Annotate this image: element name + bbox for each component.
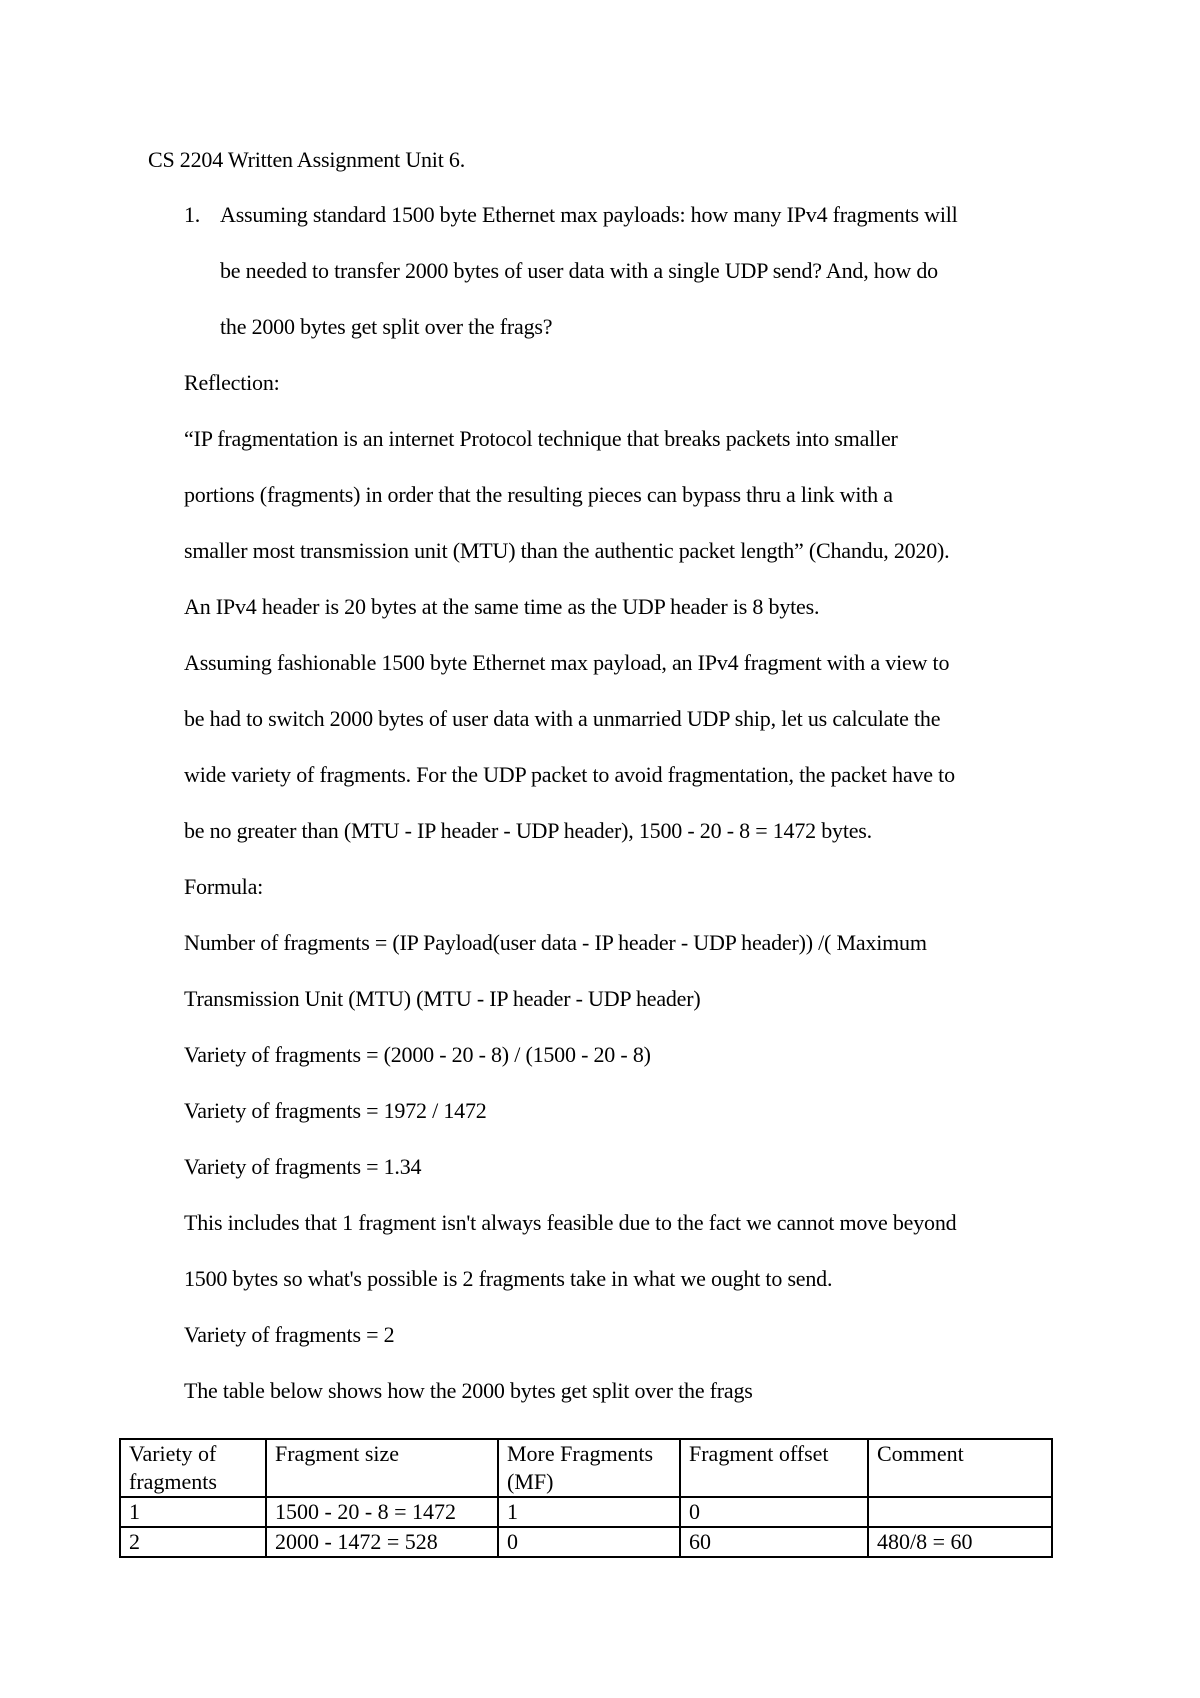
table-header-cell: More Fragments (MF) (498, 1439, 680, 1497)
section-heading-formula: Formula: (184, 874, 264, 899)
table-header-cell: Comment (868, 1439, 1052, 1497)
table-header-cell: Variety of fragments (120, 1439, 266, 1497)
table-cell: 60 (680, 1527, 868, 1557)
table-row (120, 1527, 1052, 1557)
table-cell: 1500 - 20 - 8 = 1472 (266, 1497, 498, 1527)
body-line: 1500 bytes so what's possible is 2 fragments take in what we ought to send. (184, 1266, 833, 1291)
table-cell: 1 (120, 1497, 266, 1527)
body-line: An IPv4 header is 20 bytes at the same time as the UDP header is 8 bytes. (184, 594, 820, 619)
table-header-cell: Fragment size (266, 1439, 498, 1497)
body-line: wide variety of fragments. For the UDP packet to avoid fragmentation, the packet have to (184, 762, 955, 787)
calculation-line: Variety of fragments = 1972 / 1472 (184, 1098, 487, 1123)
question-number: 1. (184, 202, 201, 227)
calculation-line: Variety of fragments = 2 (184, 1322, 395, 1347)
question-line: the 2000 bytes get split over the frags? (220, 314, 553, 339)
table-cell: 0 (680, 1497, 868, 1527)
calculation-line: Variety of fragments = (2000 - 20 - 8) / (1500 - 20 - 8) (184, 1042, 651, 1067)
section-heading-reflection: Reflection: (184, 370, 280, 395)
body-line: be had to switch 2000 bytes of user data with a unmarried UDP ship, let us calculate the (184, 706, 941, 731)
table-cell: 1 (498, 1497, 680, 1527)
calculation-line: Variety of fragments = 1.34 (184, 1154, 422, 1179)
body-line: smaller most transmission unit (MTU) than the authentic packet length” (Chandu, 2020). (184, 538, 950, 563)
formula-line: Number of fragments = (IP Payload(user data - IP header - UDP header)) /( Maximum (184, 930, 927, 955)
body-line: “IP fragmentation is an internet Protocol technique that breaks packets into smaller (184, 426, 898, 451)
body-line: be no greater than (MTU - IP header - UDP header), 1500 - 20 - 8 = 1472 bytes. (184, 818, 872, 843)
table-header-cell: Fragment offset (680, 1439, 868, 1497)
table-cell: 0 (498, 1527, 680, 1557)
question-line: Assuming standard 1500 byte Ethernet max payloads: how many IPv4 fragments will (220, 202, 958, 227)
table-row (120, 1497, 1052, 1527)
fragments-table (119, 1438, 1053, 1558)
document-title: CS 2204 Written Assignment Unit 6. (148, 147, 466, 172)
table-cell: 480/8 = 60 (868, 1527, 1052, 1557)
table-cell (868, 1497, 1052, 1527)
body-line: portions (fragments) in order that the resulting pieces can bypass thru a link with a (184, 482, 893, 507)
table-cell: 2 (120, 1527, 266, 1557)
formula-line: Transmission Unit (MTU) (MTU - IP header - UDP header) (184, 986, 701, 1011)
table-cell: 2000 - 1472 = 528 (266, 1527, 498, 1557)
question-line: be needed to transfer 2000 bytes of user data with a single UDP send? And, how do (220, 258, 938, 283)
body-line: This includes that 1 fragment isn't always feasible due to the fact we cannot move beyond (184, 1210, 957, 1235)
table-header-row (120, 1439, 1052, 1497)
body-line: Assuming fashionable 1500 byte Ethernet max payload, an IPv4 fragment with a view to (184, 650, 950, 675)
table-intro-line: The table below shows how the 2000 bytes get split over the frags (184, 1378, 753, 1403)
